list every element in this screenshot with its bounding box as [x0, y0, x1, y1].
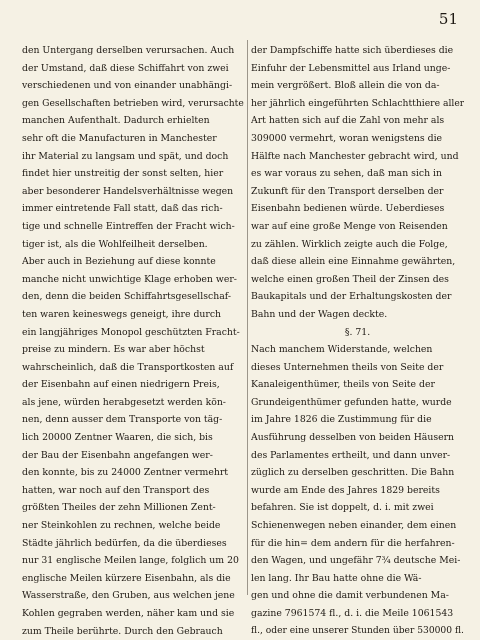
right-column	[251, 42, 464, 640]
text-line: zu zählen. Wirklich zeigte auch die Folge,	[251, 238, 448, 250]
page-number: 51	[438, 10, 458, 28]
text-line: Grundeigenthümer gefunden hatte, wurde	[251, 396, 452, 408]
text-line: ten waren keineswegs geneigt, ihre durch	[22, 308, 222, 320]
section-heading: §. 71.	[344, 326, 371, 338]
right-column-top	[251, 42, 464, 324]
text-line: Art hatten sich auf die Zahl von mehr als	[251, 115, 445, 127]
text-line: der Umstand, daß diese Schiffahrt von zwei	[22, 62, 229, 74]
text-line: englische Meilen kürzere Eisenbahn, als die	[22, 572, 231, 584]
text-line: ein langjähriges Monopol geschützten Fracht-	[22, 326, 240, 338]
text-line: Städte jährlich bedürfen, da die überdieses	[22, 537, 227, 549]
text-line: nen, denn ausser dem Transporte von täg-	[22, 414, 223, 426]
left-column	[22, 42, 244, 640]
text-line: Kanaleigenthümer, theils von Seite der	[251, 379, 435, 391]
text-line: Ausführung desselben von beiden Häusern	[251, 432, 455, 444]
text-line: preise zu mindern. Es war aber höchst	[22, 344, 205, 356]
text-line: ner Steinkohlen zu rechnen, welche beide	[22, 520, 221, 532]
text-line: für die hin= dem andern für die herfahren-	[251, 537, 455, 549]
text-line: gen und ohne die damit verbundenen Ma-	[251, 590, 449, 602]
text-line: der Bau der Eisenbahn angefangen wer-	[22, 449, 213, 461]
text-line: zum Theile berührte. Durch den Gebrauch	[22, 625, 223, 637]
text-line: lich 20000 Zentner Waaren, die sich, bis	[22, 432, 213, 444]
text-line: mein vergrößert. Bloß allein die von da-	[251, 80, 440, 92]
text-line: ihr Material zu langsam und spät, und doch	[22, 150, 229, 162]
text-line: manche nicht unwichtige Klage erhoben wer-	[22, 273, 237, 285]
text-line: Baukapitals und der Erhaltungskosten der	[251, 291, 452, 303]
text-line: 309000 vermehrt, woran wenigstens die	[251, 132, 443, 144]
text-line: Nach manchem Widerstande, welchen	[251, 344, 433, 356]
text-line: es war voraus zu sehen, daß man sich in	[251, 168, 442, 180]
text-line: hatten, war noch auf den Transport des	[22, 484, 210, 496]
text-line: Aber auch in Beziehung auf diese konnte	[22, 256, 216, 268]
text-line: Zukunft für den Transport derselben der	[251, 185, 444, 197]
text-line: den, denn die beiden Schiffahrtsgesellschaf-	[22, 291, 231, 303]
text-line: manchen Aufenthalt. Dadurch erhielten	[22, 115, 210, 127]
text-line: der Dampfschiffe hatte sich überdieses die	[251, 45, 454, 56]
text-line: Bahn und der Wagen deckte.	[251, 308, 388, 320]
text-line: daß diese allein eine Einnahme gewährten,	[251, 256, 456, 268]
text-line: wurde am Ende des Jahres 1829 bereits	[251, 484, 440, 496]
text-line: immer eintretende Fall statt, daß das rich-	[22, 203, 223, 215]
text-line: befahren. Sie ist doppelt, d. i. mit zwei	[251, 502, 434, 514]
column-rule	[247, 40, 248, 595]
text-line: den Wagen, und ungefähr 7¾ deutsche Mei-	[251, 555, 461, 567]
text-line: als jene, würden herabgesetzt werden kön-	[22, 396, 226, 408]
text-line: den Untergang derselben verursachen. Auch	[22, 45, 235, 56]
text-line: war auf eine große Menge von Reisenden	[251, 220, 448, 232]
text-line: Eisenbahn bedienen würde. Ueberdieses	[251, 203, 445, 215]
text-line: gen Gesellschaften betrieben wird, verursachte	[22, 97, 244, 109]
text-line: len lang. Ihr Bau hatte ohne die Wä-	[251, 572, 422, 584]
text-line: züglich zu derselben geschritten. Die Bahn	[251, 467, 455, 479]
text-line: Einfuhr der Lebensmittel aus Irland unge-	[251, 62, 451, 74]
text-line: im Jahre 1826 die Zustimmung für die	[251, 414, 432, 426]
text-line: Kohlen gegraben werden, näher kam und sie	[22, 608, 235, 619]
text-line: verschiedenen und von einander unabhängi-	[22, 80, 233, 92]
text-line: nur 31 englische Meilen lange, folglich um 20	[22, 555, 239, 567]
text-line: gazine 7961574 fl., d. i. die Meile 1061543	[251, 608, 454, 619]
text-line: größten Theiles der zehn Millionen Zent-	[22, 502, 216, 514]
text-line: sehr oft die Manufacturen in Manchester	[22, 132, 217, 144]
text-line: tige und schnelle Eintreffen der Fracht wich-	[22, 220, 235, 232]
text-line: findet hier unstreitig der sonst selten, hier	[22, 168, 224, 180]
text-line: wahrscheinlich, daß die Transportkosten auf	[22, 361, 234, 373]
text-line: des Parlamentes ertheilt, und dann unver-	[251, 449, 451, 461]
text-line: der Eisenbahn auf einen niedrigern Preis,	[22, 379, 220, 391]
text-line: den konnte, bis zu 24000 Zentner vermehrt	[22, 467, 229, 479]
text-line: Schienenwegen neben einander, dem einen	[251, 520, 457, 532]
text-line: fl., oder eine unserer Stunden über 530000 fl.	[251, 625, 464, 636]
text-line: her jährlich eingeführten Schlachtthiere aller	[251, 97, 464, 109]
text-line: Hälfte nach Manchester gebracht wird, und	[251, 150, 459, 162]
text-line: aber besonderer Handelsverhältnisse wegen	[22, 185, 234, 197]
right-column-bottom	[251, 341, 464, 640]
text-line: Wasserstraße, den Gruben, aus welchen jene	[22, 590, 235, 602]
text-line: dieses Unternehmen theils von Seite der	[251, 361, 444, 373]
text-line: tiger ist, als die Wohlfeilheit derselben.	[22, 238, 208, 250]
text-line: welche einen großen Theil der Zinsen des	[251, 273, 449, 285]
